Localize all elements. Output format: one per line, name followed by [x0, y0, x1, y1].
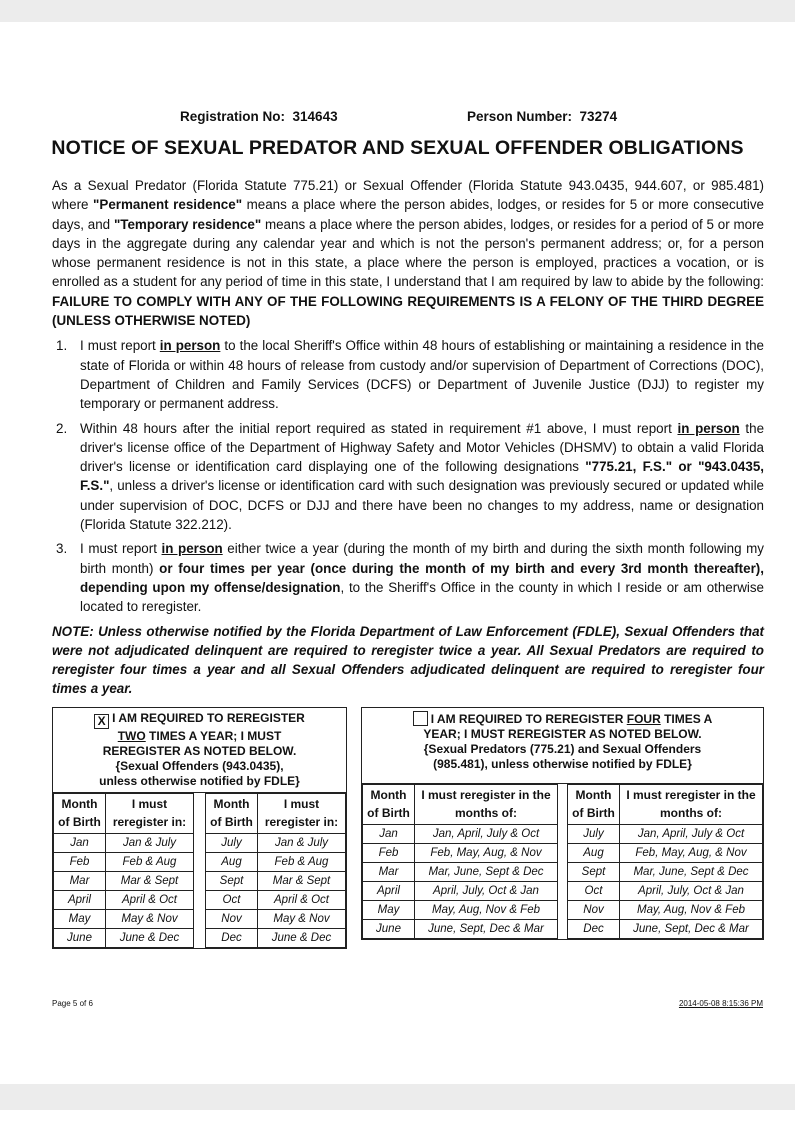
- reregister-months-cell: June & Dec: [106, 928, 194, 947]
- reregister-months-cell: Jan & July: [258, 833, 346, 852]
- birth-month-cell: June: [54, 928, 106, 947]
- table-row: [54, 852, 194, 871]
- column-header-birth-month: Month of Birth: [363, 784, 415, 824]
- table-row: [568, 881, 763, 900]
- scan-band-bottom: [0, 1084, 795, 1110]
- table-row: [568, 900, 763, 919]
- checkbox[interactable]: [413, 711, 428, 726]
- reregister-months-cell: June, Sept, Dec & Mar: [620, 919, 763, 938]
- table-row: [54, 871, 194, 890]
- intro-paragraph: As a Sexual Predator (Florida Statute 775.21) or Sexual Offender (Florida Statute 943.0435, 944.607, or 985.481) where "Permanent residence" means a place where the person abides, lodges, or resides for 5 or more consecutive days, and "Temporary residence" means a place where the person abides, lodges, or resides for a period of 5 or more days in the aggregate during any calendar year and which is not the person's permanent address; or, for a person whose permanent residence is not in this state, a place where the person is employed, practices a vocation, or is enrolled as a student for any period of time in this state, I understand that I am required by law to abide by the following: FAILURE TO COMPLY WITH ANY OF THE FOLLOWING REQUIREMENTS IS A FELONY OF THE THIRD DEGREE (UNLESS OTHERWISE NOTED): [52, 178, 764, 329]
- reregister-months-cell: May, Aug, Nov & Feb: [620, 900, 763, 919]
- schedule-table-left: [53, 793, 194, 948]
- scan-band-top: [0, 0, 795, 22]
- birth-month-cell: Sept: [206, 871, 258, 890]
- reregister-months-cell: May, Aug, Nov & Feb: [415, 900, 558, 919]
- birth-month-cell: Sept: [568, 862, 620, 881]
- reregister-months-cell: Mar & Sept: [106, 871, 194, 890]
- page-number: Page 5 of 6: [52, 999, 93, 1008]
- birth-month-cell: April: [363, 881, 415, 900]
- reregister-months-cell: Feb & Aug: [258, 852, 346, 871]
- column-header-reregister: I must reregister in:: [106, 793, 194, 833]
- table-row: [54, 890, 194, 909]
- page-title: NOTICE OF SEXUAL PREDATOR AND SEXUAL OFFENDER OBLIGATIONS: [51, 137, 744, 159]
- timestamp: 2014-05-08 8:15:36 PM: [678, 999, 763, 1008]
- birth-month-cell: Mar: [54, 871, 106, 890]
- four-times-yearly-box: [361, 707, 764, 940]
- reregister-months-cell: Feb, May, Aug, & Nov: [415, 843, 558, 862]
- table-row: [363, 900, 558, 919]
- table-row: [363, 919, 558, 938]
- box-heading: I AM REQUIRED TO REREGISTER FOUR TIMES A YEAR; I MUST REREGISTER AS NOTED BELOW. {Sexual Predators (775.21) and Sexual Offenders (985.481), unless otherwise notified by FDLE}: [362, 708, 763, 784]
- table-row: [363, 881, 558, 900]
- reregister-months-cell: Feb & Aug: [106, 852, 194, 871]
- table-row: [54, 833, 194, 852]
- schedule-table-right: [205, 793, 346, 948]
- table-row: [363, 862, 558, 881]
- table-row: [363, 843, 558, 862]
- column-header-birth-month: Month of Birth: [54, 793, 106, 833]
- table-row: [54, 909, 194, 928]
- table-row: [206, 928, 346, 947]
- reregister-months-cell: Jan & July: [106, 833, 194, 852]
- schedule-table-left: [362, 784, 558, 939]
- requirement-item: 1. I must report in person to the local Sheriff's Office within 48 hours of establishing or maintaining a residence in the state of Florida or within 48 hours of release from custody and/or supervision of Department of Corrections (DOC), Department of Children and Family Services (DCFS) or Department of Juvenile Justice (DJJ) to register my temporary or permanent address.: [56, 338, 764, 412]
- requirement-item: 2. Within 48 hours after the initial report required as stated in requirement #1 above, I must report in person the driver's license office of the Department of Highway Safety and Motor Vehicles (DHSMV) to obtain a valid Florida driver's license or identification card displaying one of the following designations "775.21, F.S." or "943.0435, F.S.", unless a driver's license or identification card with such designation was previously secured or updated while under supervision of DOC, DCFS or DJJ and there have been no changes to my address, name or designation (Florida Statute 322.212).: [56, 420, 765, 533]
- birth-month-cell: Nov: [568, 900, 620, 919]
- birth-month-cell: May: [54, 909, 106, 928]
- birth-month-cell: Jan: [363, 824, 415, 843]
- birth-month-cell: Dec: [206, 928, 258, 947]
- reregister-months-cell: April, July, Oct & Jan: [415, 881, 558, 900]
- table-row: [206, 871, 346, 890]
- reregister-months-cell: April & Oct: [106, 890, 194, 909]
- table-row: [568, 919, 763, 938]
- column-header-reregister: I must reregister in the months of:: [415, 784, 558, 824]
- column-header-reregister: I must reregister in:: [258, 793, 346, 833]
- reregister-months-cell: May & Nov: [106, 909, 194, 928]
- column-header-birth-month: Month of Birth: [568, 784, 620, 824]
- table-row: [363, 824, 558, 843]
- birth-month-cell: Feb: [363, 843, 415, 862]
- birth-month-cell: Oct: [206, 890, 258, 909]
- reregister-months-cell: June, Sept, Dec & Mar: [415, 919, 558, 938]
- column-header-reregister: I must reregister in the months of:: [620, 784, 763, 824]
- column-header-birth-month: Month of Birth: [206, 793, 258, 833]
- birth-month-cell: April: [54, 890, 106, 909]
- birth-month-cell: May: [363, 900, 415, 919]
- person-label: Person Number:: [467, 109, 573, 124]
- birth-month-cell: July: [206, 833, 258, 852]
- reregister-months-cell: Mar, June, Sept & Dec: [620, 862, 763, 881]
- birth-month-cell: Nov: [206, 909, 258, 928]
- box-heading: X I AM REQUIRED TO REREGISTER TWO TIMES A YEAR; I MUST REREGISTER AS NOTED BELOW. {Sexual Offenders (943.0435), unless otherwise notified by FDLE}: [53, 708, 346, 793]
- table-row: [54, 928, 194, 947]
- birth-month-cell: Aug: [206, 852, 258, 871]
- person-number: 73274: [579, 109, 618, 124]
- registration-label: Registration No:: [180, 109, 286, 124]
- schedule-table-right: [567, 784, 763, 939]
- document-header: [0, 109, 795, 127]
- reregister-months-cell: Feb, May, Aug, & Nov: [620, 843, 763, 862]
- document-body: [52, 176, 764, 949]
- table-row: [568, 824, 763, 843]
- twice-yearly-box: [52, 707, 347, 949]
- table-row: [568, 843, 763, 862]
- birth-month-cell: Oct: [568, 881, 620, 900]
- table-row: [206, 890, 346, 909]
- reregister-months-cell: June & Dec: [258, 928, 346, 947]
- reregister-months-cell: April, July, Oct & Jan: [620, 881, 763, 900]
- birth-month-cell: June: [363, 919, 415, 938]
- reregister-months-cell: Jan, April, July & Oct: [620, 824, 763, 843]
- checkbox[interactable]: X: [94, 714, 109, 729]
- reregister-months-cell: May & Nov: [258, 909, 346, 928]
- requirements-list: [52, 336, 764, 616]
- reregister-months-cell: Jan, April, July & Oct: [415, 824, 558, 843]
- reregister-months-cell: Mar, June, Sept & Dec: [415, 862, 558, 881]
- birth-month-cell: Mar: [363, 862, 415, 881]
- table-row: [206, 909, 346, 928]
- reregister-months-cell: April & Oct: [258, 890, 346, 909]
- table-row: [206, 833, 346, 852]
- birth-month-cell: Jan: [54, 833, 106, 852]
- registration-number: 314643: [292, 109, 338, 124]
- reregistration-boxes: [52, 707, 764, 949]
- birth-month-cell: Aug: [568, 843, 620, 862]
- birth-month-cell: July: [568, 824, 620, 843]
- birth-month-cell: Feb: [54, 852, 106, 871]
- table-row: [568, 862, 763, 881]
- birth-month-cell: Dec: [568, 919, 620, 938]
- reregister-months-cell: Mar & Sept: [258, 871, 346, 890]
- requirement-item: 3. I must report in person either twice a year (during the month of my birth and during the sixth month following my birth month) or four times per year (once during the month of my birth and every 3rd month thereafter), depending upon my offense/designation, to the Sheriff's Office in the county in which I reside or am otherwise located to reregister.: [56, 541, 765, 615]
- table-row: [206, 852, 346, 871]
- note-paragraph: NOTE: Unless otherwise notified by the Florida Department of Law Enforcement (FDLE), Sexual Offenders that were not adjudicated delinquent are required to reregister twice a year. All Sexual Predators are required to reregister four times a year and all Sexual Offenders adjudicated delinquent are required to reregister four times a year.: [52, 623, 764, 697]
